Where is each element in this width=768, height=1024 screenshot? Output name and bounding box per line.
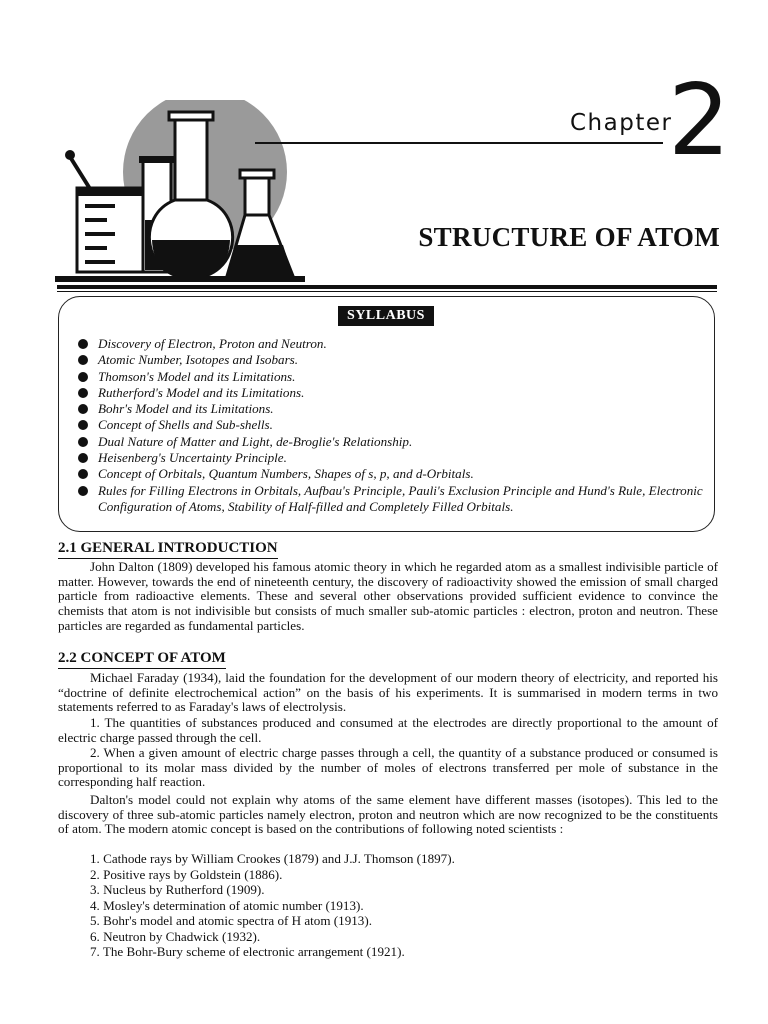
syllabus-item: Concept of Orbitals, Quantum Numbers, Shapes of s, p, and d-Orbitals. (78, 466, 708, 482)
concept-paragraph-law-1: 1. The quantities of substances produced and consumed at the electrodes are directly proportional to the amount of electric charge passed through the cell. (58, 715, 718, 745)
syllabus-item: Concept of Shells and Sub-shells. (78, 417, 708, 433)
concept-paragraph-law-2: 2. When a given amount of electric charge passes through a cell, the quantity of a substance produced or consumed is proportional to its molar mass divided by the number of moles of electrons transferred per mole of substance in the corresponding half reaction. (58, 745, 718, 790)
syllabus-item: Rules for Filling Electrons in Orbitals, Aufbau's Principle, Pauli's Exclusion Principle and Hund's Rule, Electronic Configuration of Atoms, Stability of Half-filled and Completely Filled Orbitals. (78, 483, 708, 516)
header-divider-thin (57, 291, 717, 292)
chapter-label: Chapter (570, 110, 673, 136)
chapter-number: 2 (668, 64, 731, 178)
syllabus-item: Thomson's Model and its Limitations. (78, 369, 708, 385)
chapter-header (0, 0, 768, 300)
list-item: 6. Neutron by Chadwick (1932). (90, 928, 261, 944)
concept-paragraph-dalton: Dalton's model could not explain why atoms of the same element have different masses (isotopes). This led to the discovery of three sub-atomic particles namely electron, proton and neutron which are now recognized to be the constituents of atom. The modern atomic concept is based on the contributions of following noted scientists : (58, 792, 718, 837)
scientist-contributions-list (90, 851, 455, 960)
section-heading-general-introduction: 2.1 GENERAL INTRODUCTION (58, 540, 278, 559)
list-item: 2. Positive rays by Goldstein (1886). (90, 866, 283, 882)
chapter-title: STRUCTURE OF ATOM (418, 222, 720, 252)
syllabus-item: Discovery of Electron, Proton and Neutron. (78, 336, 708, 352)
syllabus-tag: SYLLABUS (338, 306, 434, 326)
syllabus-item: Dual Nature of Matter and Light, de-Broglie's Relationship. (78, 434, 708, 450)
syllabus-item: Atomic Number, Isotopes and Isobars. (78, 352, 708, 368)
syllabus-list (78, 336, 708, 515)
header-divider (57, 285, 717, 289)
chapter-rule (255, 142, 663, 144)
syllabus-item: Bohr's Model and its Limitations. (78, 401, 708, 417)
list-item: 1. Cathode rays by William Crookes (1879) and J.J. Thomson (1897). (90, 851, 455, 866)
section-heading-concept-of-atom: 2.2 CONCEPT OF ATOM (58, 650, 226, 669)
general-introduction-paragraph: John Dalton (1809) developed his famous atomic theory in which he regarded atom as a smallest indivisible particle of matter. However, towards the end of nineteenth century, the discovery of radioactivity showed the emission of small charged particle from radioactive elements. These and several other observations provided sufficient evidence to convince the chemists that atom is not indivisible but consists of much smaller sub-atomic particles : electron, proton and neutron. These particles are regarded as fundamental particles. (58, 559, 718, 633)
syllabus-item: Heisenberg's Uncertainty Principle. (78, 450, 708, 466)
syllabus-item: Rutherford's Model and its Limitations. (78, 385, 708, 401)
lab-glassware-illustration (55, 100, 305, 285)
list-item: 3. Nucleus by Rutherford (1909). (90, 882, 265, 897)
concept-paragraph-faraday: Michael Faraday (1934), laid the foundation for the development of our modern theory of electricity, and reported his “doctrine of definite electrochemical action” on the basis of his experiments. It is summarised in modern terms in two statements referred to as Faraday's laws of electrolysis. (58, 670, 718, 715)
list-item: 5. Bohr's model and atomic spectra of H atom (1913). (90, 913, 372, 928)
list-item: 7. The Bohr-Bury scheme of electronic arrangement (1921). (90, 944, 405, 959)
list-item: 4. Mosley's determination of atomic number (1913). (90, 897, 364, 913)
